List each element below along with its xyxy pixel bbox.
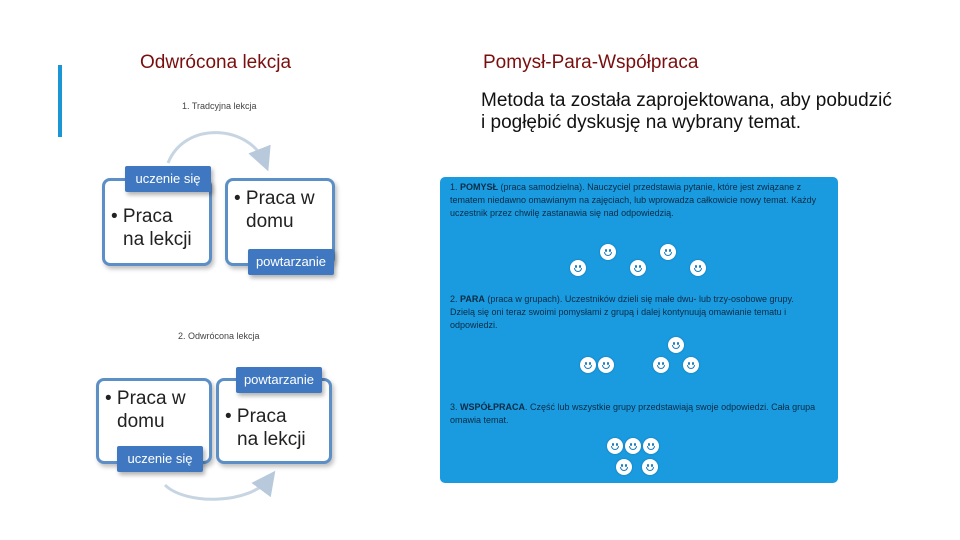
- diagram1-title: 1. Tradcyjna lekcja: [182, 101, 257, 111]
- smiley-icon: [607, 438, 623, 454]
- step-3: [450, 401, 820, 427]
- diagram2-title: 2. Odwrócona lekcja: [178, 331, 260, 341]
- step-text: (praca w grupach). Uczestników dzieli się małe dwu- lub trzy-osobowe grupy. Dzielą się oni teraz swoimi pomysłami z grupą i dalej kontynuują omawianie tematu i odpowiedzi.: [450, 294, 794, 330]
- smiley-icon: [580, 357, 596, 373]
- box-line: • Praca w: [234, 188, 315, 209]
- step-text: (praca samodzielna). Nauczyciel przedstawia pytanie, które jest związane z tematem niedawno omawianym na zajęciach, lub wprowadza całkowicie nowy temat. Każdy uczestnik przez chwilę zastanawia się nad odpowiedzią.: [450, 182, 817, 218]
- smiley-icon: [616, 459, 632, 475]
- box-line: • Praca: [225, 406, 287, 427]
- left-heading: Odwrócona lekcja: [140, 52, 292, 73]
- smiley-icon: [668, 337, 684, 353]
- step-number: 3.: [450, 402, 458, 412]
- smiley-icon: [683, 357, 699, 373]
- step-1: [450, 181, 820, 220]
- box-line: domu: [246, 211, 294, 232]
- smiley-icon: [643, 438, 659, 454]
- step-number: 1.: [450, 182, 458, 192]
- smiley-icon: [600, 244, 616, 260]
- step-name: WSPÓŁPRACA: [460, 402, 526, 412]
- smiley-icon: [660, 244, 676, 260]
- step-name: PARA: [460, 294, 485, 304]
- arrow-top-1: [168, 133, 265, 163]
- box-line: na lekcji: [237, 429, 306, 450]
- smiley-icon: [570, 260, 586, 276]
- diagram2-label-top: powtarzanie: [236, 367, 322, 393]
- smiley-icon: [653, 357, 669, 373]
- step-text: . Część lub wszystkie grupy przedstawiają swoje odpowiedzi. Cała grupa omawia temat.: [450, 402, 816, 425]
- smiley-icon: [642, 459, 658, 475]
- diagram1-label-top: uczenie się: [125, 166, 211, 192]
- step-number: 2.: [450, 294, 458, 304]
- step-2: [450, 293, 820, 332]
- arrow-bottom-2: [165, 478, 270, 499]
- method-description: Metoda ta została zaprojektowana, aby pobudzić i pogłębić dyskusję na wybrany temat.: [481, 90, 892, 133]
- box-line: na lekcji: [123, 229, 192, 250]
- smiley-icon: [625, 438, 641, 454]
- smiley-icon: [598, 357, 614, 373]
- right-heading: Pomysł-Para-Współpraca: [483, 52, 699, 73]
- diagram1-label-bottom: powtarzanie: [248, 249, 334, 275]
- smiley-icon: [690, 260, 706, 276]
- method-panel: [440, 177, 838, 483]
- box-line: • Praca w: [105, 388, 186, 409]
- box-line: domu: [117, 411, 165, 432]
- smiley-icon: [630, 260, 646, 276]
- diagram2-label-bottom: uczenie się: [117, 446, 203, 472]
- box-line: • Praca: [111, 206, 173, 227]
- step-name: POMYSŁ: [460, 182, 499, 192]
